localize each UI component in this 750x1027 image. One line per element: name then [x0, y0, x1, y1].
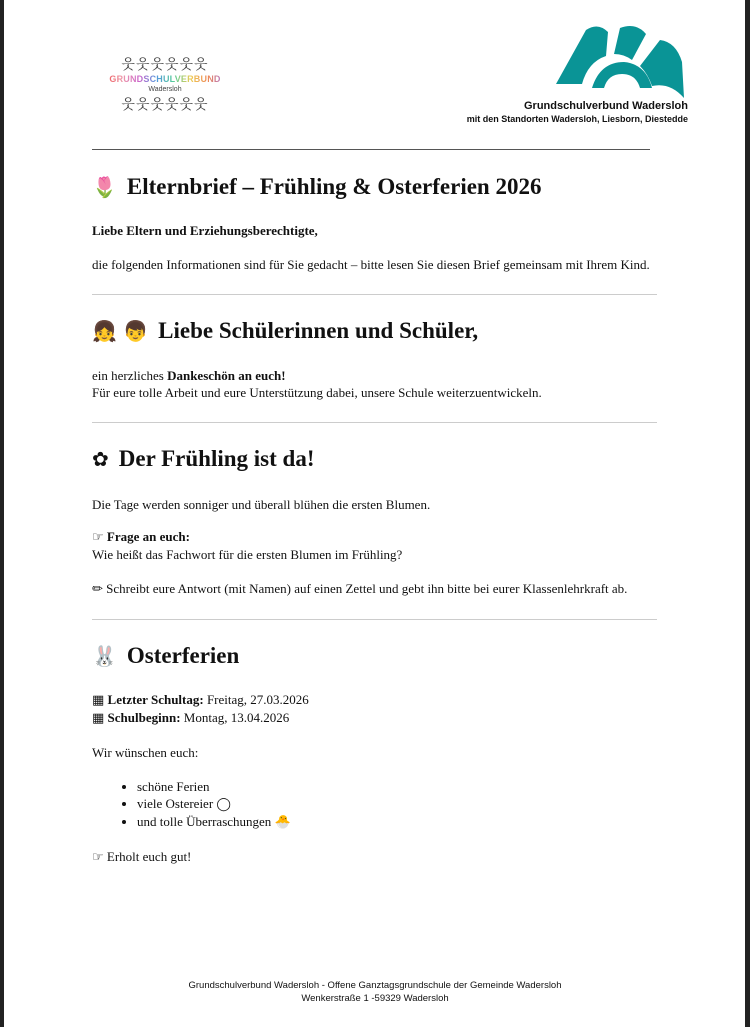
letter-body [92, 172, 657, 866]
divider [92, 422, 657, 423]
flower-icon: ✿ [92, 447, 109, 471]
wish-list [92, 778, 657, 831]
students-thanks: ein herzliches Dankeschön an euch! [92, 368, 286, 383]
last-school-day: ▦ Letzter Schultag: Freitag, 27.03.2026 [92, 692, 309, 708]
tulip-icon: 🌷 [92, 175, 117, 199]
hatching-chick-icon: 🐣 [274, 815, 291, 830]
list-item: • schöne Ferien [137, 778, 657, 795]
right-logo [467, 22, 688, 124]
question-text: Wie heißt das Fachwort für die ersten Blumen im Frühling? [92, 547, 403, 562]
footer-line1: Grundschulverbund Wadersloh - Offene Ganztagsgrundschule der Gemeinde Wadersloh [188, 980, 562, 991]
right-logo-line2: mit den Standorten Wadersloh, Liesborn, Diestedde [466, 114, 688, 124]
page-edge-right [745, 0, 750, 1027]
instruction: ✏ Schreibt eure Antwort (mit Namen) auf einen Zettel und gebt ihn bitte bei eurer Klassenlehrkraft ab. [92, 581, 628, 597]
pointing-hand-icon: ☞ [92, 530, 104, 545]
spring-title: ✿ Der Frühling ist da! [92, 444, 657, 474]
easter-title: 🐰 Osterferien [92, 641, 657, 671]
pencil-icon: ✏ [92, 582, 103, 597]
right-logo-line1: Grundschulverbund Wadersloh [524, 100, 688, 112]
header-divider [92, 149, 650, 150]
list-item: • und tolle Überraschungen 🐣 [137, 813, 657, 831]
list-item: • viele Ostereier ◯ [137, 795, 657, 813]
spring-text: Die Tage werden sonniger und überall blühen die ersten Blumen. [92, 497, 431, 512]
wish-intro: Wir wünschen euch: [92, 745, 199, 760]
students-title: 👧 👦 Liebe Schülerinnen und Schüler, [92, 316, 657, 346]
school-start: ▦ Schulbeginn: Montag, 13.04.2026 [92, 710, 290, 726]
sun-logo-icon [548, 22, 688, 98]
greeting: Liebe Eltern und Erziehungsberechtigte, [92, 223, 318, 238]
stick-figures-icon: 웃웃웃웃웃웃 [121, 96, 209, 112]
letter-title: 🌷 Elternbrief – Frühling & Osterferien 2026 [92, 172, 657, 202]
stick-figures-icon: 웃웃웃웃웃웃 [121, 56, 209, 72]
bunny-icon: 🐰 [92, 644, 117, 668]
divider [92, 619, 657, 620]
closing: ☞ Erholt euch gut! [92, 849, 192, 865]
footer [0, 979, 750, 1005]
intro-text: die folgenden Informationen sind für Sie gedacht – bitte lesen Sie diesen Brief gemeinsam mit Ihrem Kind. [92, 257, 650, 272]
left-logo-subtitle: Wadersloh [148, 86, 182, 93]
calendar-icon: ▦ [92, 693, 105, 708]
egg-icon: ◯ [216, 797, 231, 812]
left-logo-title: GRUNDSCHULVERBUND [105, 73, 225, 85]
students-text: Für eure tolle Arbeit und eure Unterstützung dabei, unsere Schule weiterzuentwickeln. [92, 385, 542, 400]
calendar-icon: ▦ [92, 711, 105, 726]
pointing-hand-icon: ☞ [92, 850, 104, 865]
footer-line2: Wenkerstraße 1 -59329 Wadersloh [301, 993, 449, 1004]
question-label: ☞ Frage an euch: [92, 529, 190, 545]
children-icon: 👧 👦 [92, 319, 149, 343]
divider [92, 294, 657, 295]
page-edge-left [0, 0, 4, 1027]
left-logo [105, 55, 225, 113]
